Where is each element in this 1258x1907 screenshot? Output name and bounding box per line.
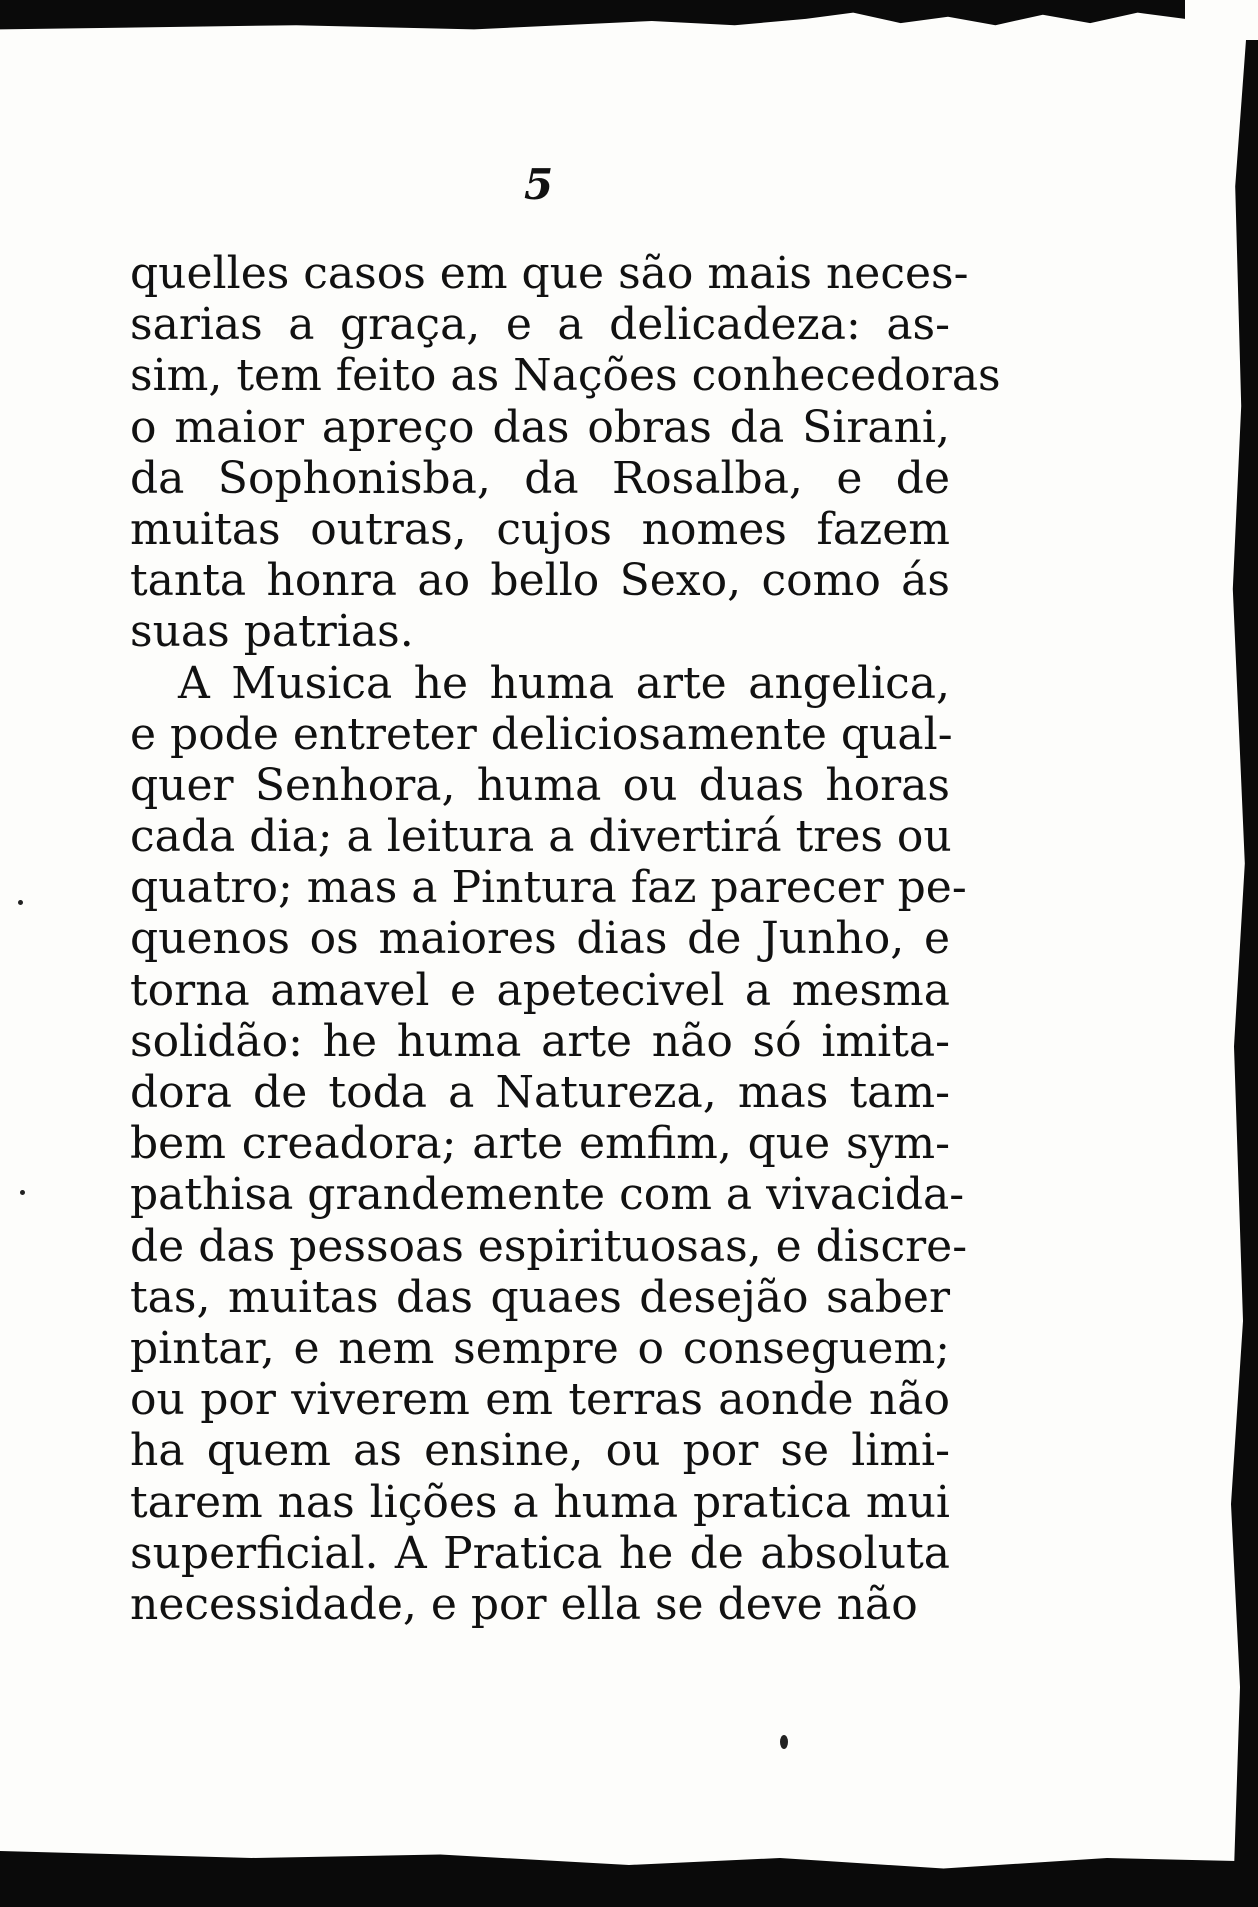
page-number: 5 (524, 160, 554, 209)
text-line: tas, muitas das quaes desejão saber (130, 1271, 950, 1323)
text-line: tanta honra ao bello Sexo, como ás (130, 555, 950, 607)
text-line: quer Senhora, huma ou duas horas (130, 759, 950, 811)
text-line: solidão: he huma arte não só imita- (130, 1015, 950, 1067)
text-line: o maior apreço das obras da Sirani, (130, 401, 950, 453)
ink-speck (20, 1190, 25, 1195)
text-line: pintar, e nem sempre o conseguem; (130, 1322, 950, 1374)
text-line: suas patrias. (130, 606, 414, 658)
ink-speck (780, 1735, 788, 1749)
text-line: quelles casos em que são mais neces- (130, 248, 969, 299)
text-line: ha quem as ensine, ou por se limi- (130, 1425, 950, 1477)
text-line: muitas outras, cujos nomes fazem (130, 503, 950, 555)
ink-speck (18, 900, 23, 905)
scan-border-top (0, 0, 1185, 42)
text-line: A Musica he huma arte angelica, (178, 657, 950, 709)
text-line: pathisa grandemente com a vivacida- (130, 1169, 965, 1221)
text-line: de das pessoas espirituosas, e discre- (130, 1220, 968, 1272)
text-line: cada dia; a leitura a divertirá tres ou (130, 811, 952, 863)
text-line: ou por viverem em terras aonde não (130, 1374, 950, 1426)
body-text (130, 248, 1001, 1630)
text-line: da Sophonisba, da Rosalba, e de (130, 452, 950, 504)
text-line: quatro; mas a Pintura faz parecer pe- (130, 862, 967, 914)
text-line: dora de toda a Natureza, mas tam- (130, 1067, 950, 1118)
text-line: bem creadora; arte emfim, que sym- (130, 1118, 950, 1170)
text-line: torna amavel e apetecivel a mesma (130, 964, 950, 1016)
text-line: tarem nas lições a huma pratica mui (130, 1476, 950, 1528)
text-line: quenos os maiores dias de Junho, e (130, 913, 950, 965)
scan-border-bottom (0, 1837, 1258, 1907)
text-line: superficial. A Pratica he de absoluta (130, 1527, 950, 1579)
text-line: necessidade, e por ella se deve não (130, 1578, 918, 1630)
text-line: sarias a graça, e a delicadeza: as- (130, 299, 950, 351)
scan-border-right (1198, 40, 1258, 1870)
text-line: e pode entreter deliciosamente qual- (130, 708, 953, 760)
text-line: sim, tem feito as Nações conhecedoras (130, 350, 1001, 402)
